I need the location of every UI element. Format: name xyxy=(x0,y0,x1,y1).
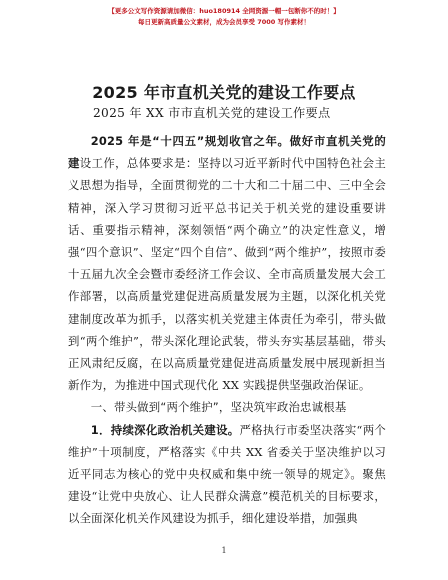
item-paragraph-1 xyxy=(68,419,386,530)
lead-text: 设工作，总体要求是：坚持以习近平新时代中国特色社会主义思想为指导，全面贯彻党的二十大和二十届二中、三中全会精神，深入学习贯彻习近平总书记关于机关党的建设重要讲话、重要指示精神，深刻领悟“两个确立”的决定性意义，增强“四个意识”、坚定“四个自信”、做到“两个维护”，按照市委十五届九次全会暨市委经济工作会议、全市高质量发展大会工作部署，以高质量党建促进高质量发展为主题，以深化机关党建制度改革为抓手，以落实机关党建主体责任为牵引，带头做到“两个维护”，带头深化理论武装，带头夯实基层基础，带头正风肃纪反腐，在以高质量党建促进高质量发展中展现新担当新作为，为推进中国式现代化 XX 实践提供坚强政治保证。 xyxy=(68,156,387,393)
promo-banner xyxy=(0,6,448,27)
document-body xyxy=(68,130,386,530)
promo-banner-line-2: 每日更新高质量公文素材，成为会员享受 7000 写作素材！ xyxy=(137,18,311,26)
page-number: 1 xyxy=(221,546,227,555)
document-subtitle: 2025 年 XX 市市直机关党的建设工作要点 xyxy=(93,106,331,120)
lead-highlight: 2025 年是“十四五”规划收官之年。做好市直机关党的建 xyxy=(68,134,386,171)
section-heading-1: 一、带头做到“两个维护”，坚决筑牢政治忠诚根基 xyxy=(90,400,347,415)
item-1-heading: 1．持续深化政治机关建设。 xyxy=(90,422,240,437)
promo-banner-line-1: 【更多公文写作资源请加微信：huo180914 全网资源一帽一包断你不的时！】 xyxy=(108,7,340,15)
document-title: 2025 年市直机关党的建设工作要点 xyxy=(92,83,356,102)
item-1-text: 严格执行市委坚决落实“两个维护”十项制度，严格落实《中共 XX 省委关于坚决维护以习近平同志为核心的党中央权威和集中统一领导的规定》。聚焦建设“让党中央放心、让人民群众满意”模范机关的目标要求，以全面深化机关作风建设为抓手，细化建设举措，加强典 xyxy=(68,422,386,526)
lead-paragraph xyxy=(68,130,386,396)
